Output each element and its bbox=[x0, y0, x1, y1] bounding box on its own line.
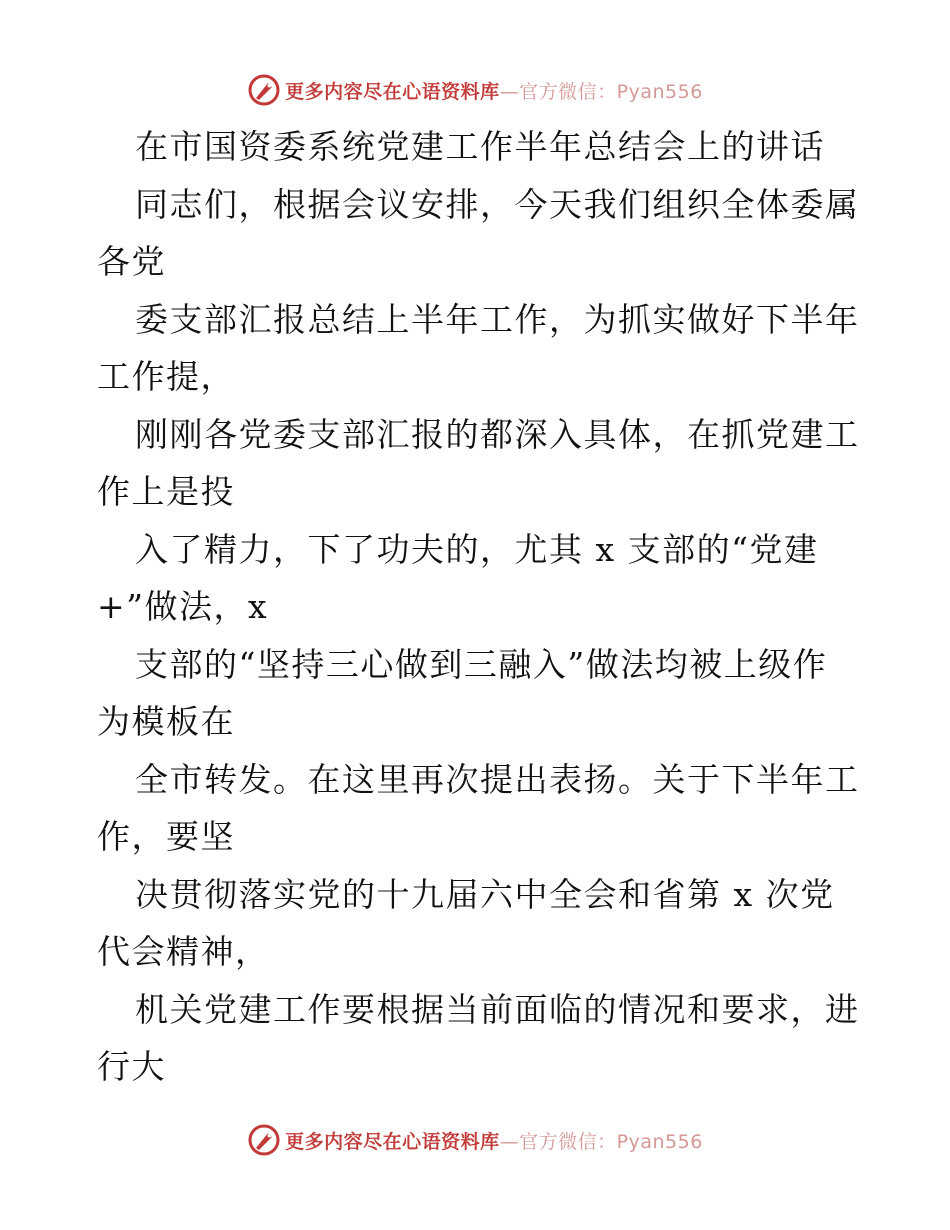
paragraph-line: 行大 bbox=[97, 1047, 166, 1086]
banner-text: 更多内容尽在心语资料库—官方微信：Pyan556 bbox=[285, 1130, 703, 1153]
paragraph-line: +”做法，x bbox=[97, 587, 269, 626]
paragraph-line: 作上是投 bbox=[97, 472, 235, 511]
paragraph-line: 支部的“坚持三心做到三融入”做法均被上级作 bbox=[135, 644, 828, 684]
pen-nib-logo-icon bbox=[247, 73, 281, 107]
paragraph-line: 委支部汇报总结上半年工作，为抓实做好下半年 bbox=[135, 299, 860, 339]
document-body bbox=[97, 118, 860, 1096]
paragraph-line: 入了精力，下了功夫的，尤其 x 支部的“党建 bbox=[135, 529, 819, 569]
paragraph-line: 各党 bbox=[97, 242, 166, 281]
paragraph-line: 决贯彻落实党的十九届六中全会和省第 x 次党 bbox=[135, 874, 835, 914]
paragraph-line: 刚刚各党委支部汇报的都深入具体，在抓党建工 bbox=[135, 414, 860, 454]
paragraph-line: 代会精神， bbox=[97, 932, 270, 971]
paragraph-line: 全市转发。在这里再次提出表扬。关于下半年工 bbox=[135, 759, 860, 799]
paragraph-line: 作，要坚 bbox=[97, 817, 235, 856]
paragraph-line: 同志们，根据会议安排，今天我们组织全体委属 bbox=[135, 184, 860, 224]
banner-text: 更多内容尽在心语资料库—官方微信：Pyan556 bbox=[285, 80, 703, 103]
paragraph-line: 工作提， bbox=[97, 357, 235, 396]
document-title-line: 在市国资委系统党建工作半年总结会上的讲话 bbox=[135, 127, 825, 166]
pen-nib-logo-icon bbox=[247, 1123, 281, 1157]
paragraph-line: 为模板在 bbox=[97, 702, 235, 741]
footer-watermark-banner bbox=[0, 1120, 950, 1160]
header-watermark-banner bbox=[0, 70, 950, 110]
paragraph-line: 机关党建工作要根据当前面临的情况和要求，进 bbox=[135, 989, 860, 1029]
